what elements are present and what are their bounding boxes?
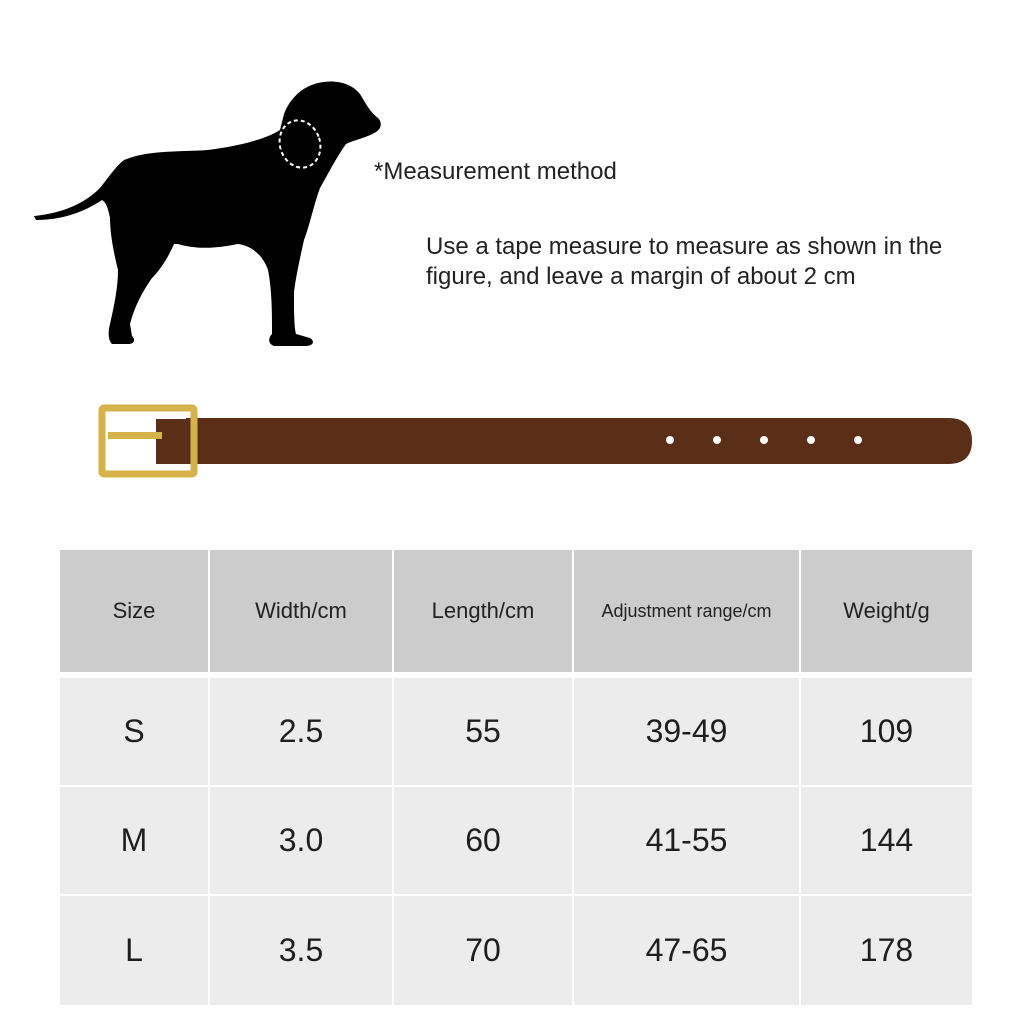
header-adjustment-range: Adjustment range/cm [574, 550, 801, 678]
cell-adjustment-range: 41-55 [574, 787, 801, 896]
header-width: Width/cm [210, 550, 394, 678]
measurement-method-title: *Measurement method [374, 158, 617, 185]
cell-length: 60 [394, 787, 574, 896]
cell-weight: 144 [801, 787, 972, 896]
header-weight: Weight/g [801, 550, 972, 678]
cell-width: 3.0 [210, 787, 394, 896]
cell-adjustment-range: 47-65 [574, 896, 801, 1005]
dog-silhouette-icon [28, 78, 388, 350]
table-row [60, 678, 972, 787]
cell-size: M [60, 787, 210, 896]
table-header-row [60, 550, 972, 678]
measurement-instructions: Use a tape measure to measure as shown in the figure, and leave a margin of about 2 cm [426, 233, 943, 290]
cell-adjustment-range: 39-49 [574, 678, 801, 787]
header-length: Length/cm [394, 550, 574, 678]
cell-length: 70 [394, 896, 574, 1005]
header-size: Size [60, 550, 210, 678]
table-row [60, 896, 972, 1005]
cell-length: 55 [394, 678, 574, 787]
cell-size: S [60, 678, 210, 787]
cell-weight: 178 [801, 896, 972, 1005]
table-row [60, 787, 972, 896]
collar-icon [96, 402, 976, 480]
size-table [60, 550, 972, 1005]
cell-width: 2.5 [210, 678, 394, 787]
cell-weight: 109 [801, 678, 972, 787]
cell-width: 3.5 [210, 896, 394, 1005]
cell-size: L [60, 896, 210, 1005]
